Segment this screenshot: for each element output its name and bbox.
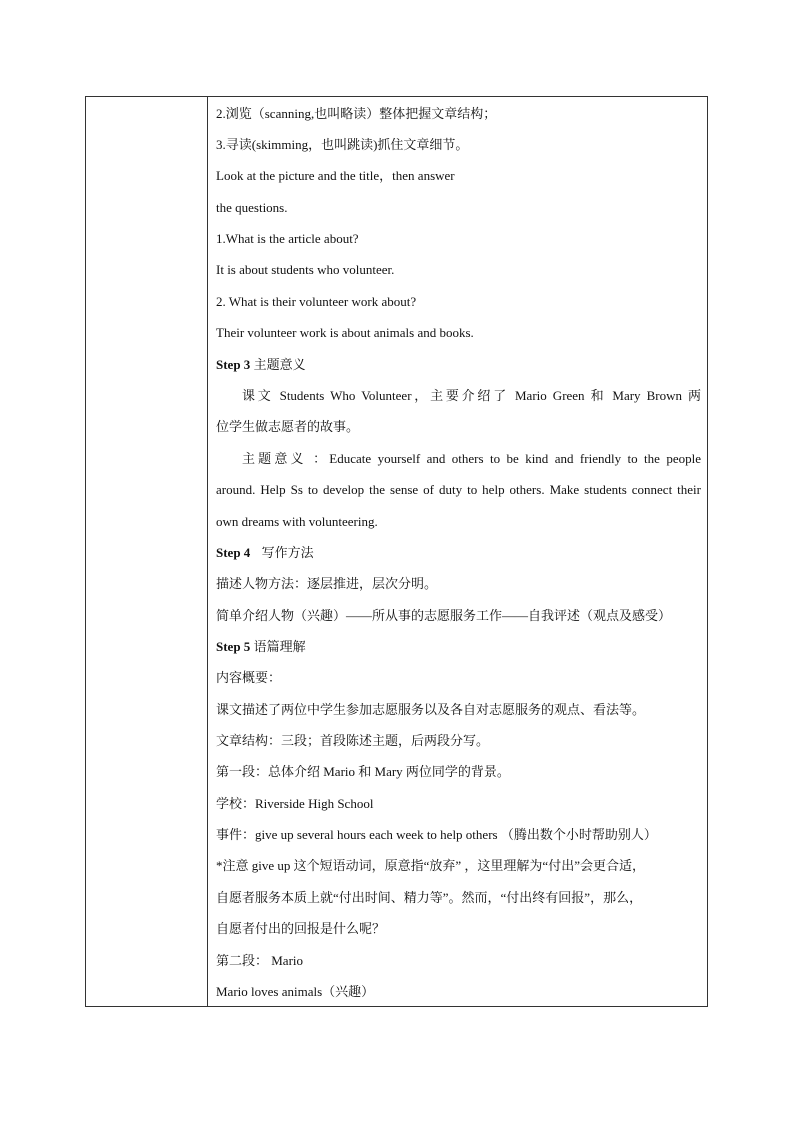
text-line: 第一段：总体介绍 Mario 和 Mary 两位同学的背景。 [216,764,510,779]
table-left-cell [86,97,208,1006]
text-line: 第二段： Mario [216,953,304,968]
text-line: 文章结构：三段；首段陈述主题，后两段分写。 [216,733,490,748]
text-line: Mario loves animals（兴趣） [216,984,375,999]
text-line: 学校：Riverside High School [216,796,374,811]
step5-heading [216,639,701,655]
text-line: own dreams with volunteering. [216,514,378,529]
text-line: 3.寻读(skimming，也叫跳读)抓住文章细节。 [216,137,469,152]
text-line: 简单介绍人物（兴趣）——所从事的志愿服务工作——自我评述（观点及感受） [216,608,672,623]
text-line: *注意 give up 这个短语动词，原意指“放弃” ，这里理解为“付出”会更合适， [216,858,645,873]
text-line: 1.What is the article about? [216,231,359,246]
step3-heading [216,357,701,373]
text-line: the questions. [216,200,288,215]
text-line: Look at the picture and the title，then answer [216,168,455,183]
text-line: 位学生做志愿者的故事。 [216,419,360,434]
step4-label: Step 4 [216,545,251,560]
text-line: 课文描述了两位中学生参加志愿服务以及各自对志愿服务的观点、看法等。 [216,702,646,717]
text-line: 描述人物方法：逐层推进，层次分明。 [216,576,438,591]
text-line: Their volunteer work is about animals and books. [216,325,474,340]
text-line: 2. What is their volunteer work about? [216,294,417,309]
text-line: 内容概要： [216,670,282,685]
text-line: 主题意义 ：Educate yourself and others to be kind and friendly to the people [242,451,701,466]
step3-label: Step 3 [216,357,251,372]
step4-heading [216,545,701,561]
text-line: around. Help Ss to develop the sense of duty to help others. Make students connect their [216,482,701,497]
table-right-cell [208,97,707,1006]
lesson-plan-table [85,96,708,1007]
text-line: 课文 Students Who Volunteer，主要介绍了 Mario Green 和 Mary Brown 两 [242,388,701,403]
text-line: It is about students who volunteer. [216,262,395,277]
text-line: 事件：give up several hours each week to help others （腾出数个小时帮助别人） [216,827,657,842]
text-line: 自愿者服务本质上就“付出时间、精力等”。然而，“付出终有回报”，那么， [216,890,643,905]
step3-title: 主题意义 [253,357,306,372]
step4-title: 写作方法 [261,545,314,560]
text-line: 2.浏览（scanning,也叫略读）整体把握文章结构； [216,106,497,121]
step5-label: Step 5 [216,639,251,654]
text-line: 自愿者付出的回报是什么呢？ [216,921,386,936]
step5-title: 语篇理解 [253,639,306,654]
